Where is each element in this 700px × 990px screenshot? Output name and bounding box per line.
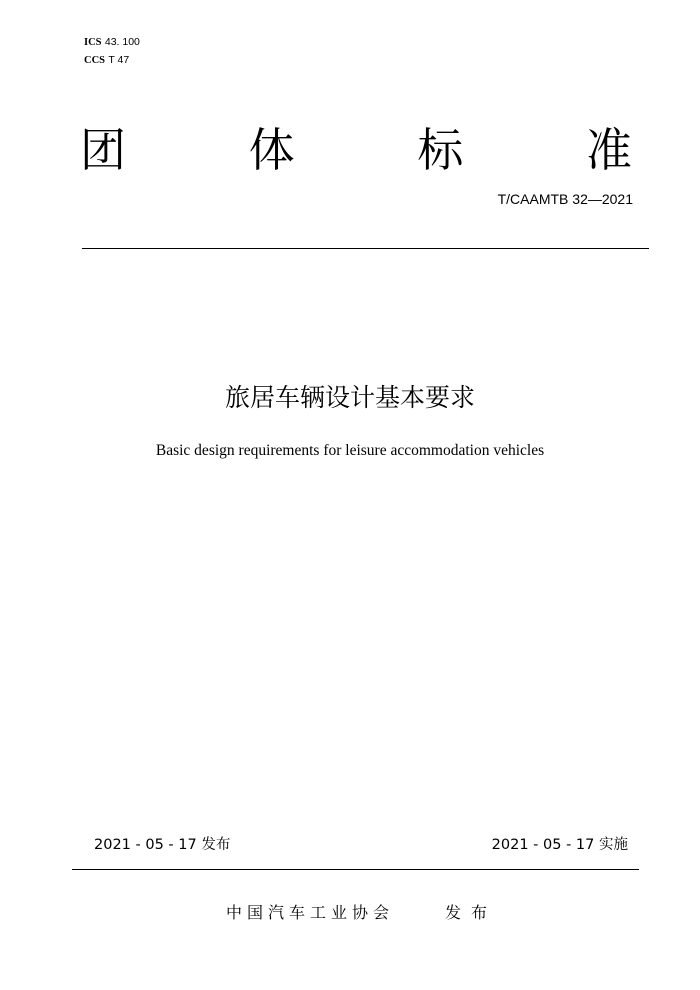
ics-code: 43. 100 — [104, 36, 140, 48]
ccs-code-line — [84, 54, 129, 67]
ccs-code: T 47 — [108, 54, 130, 66]
standard-type-char: 标 — [417, 123, 464, 177]
standard-type-char: 团 — [80, 123, 126, 177]
footer-divider — [72, 869, 639, 870]
standard-type-heading — [80, 122, 632, 178]
document-title-english: Basic design requirements for leisure accommodation vehicles — [155, 442, 545, 459]
implementation-date: 2021 - 05 - 17 实施 — [491, 837, 628, 853]
publisher-name: 中国汽车工业协会 — [226, 903, 395, 922]
standard-type-char: 体 — [248, 123, 295, 177]
header-divider — [82, 248, 649, 249]
document-title-chinese: 旅居车辆设计基本要求 — [224, 383, 475, 412]
issue-date: 2021 - 05 - 17 发布 — [94, 837, 231, 853]
standard-number: T/CAAMTB 32—2021 — [497, 191, 633, 207]
standard-type-char: 准 — [585, 123, 632, 177]
ics-code-line — [84, 36, 140, 49]
ccs-label: CCS — [84, 55, 106, 66]
publish-label: 发布 — [445, 903, 498, 922]
ics-label: ICS — [84, 37, 102, 48]
